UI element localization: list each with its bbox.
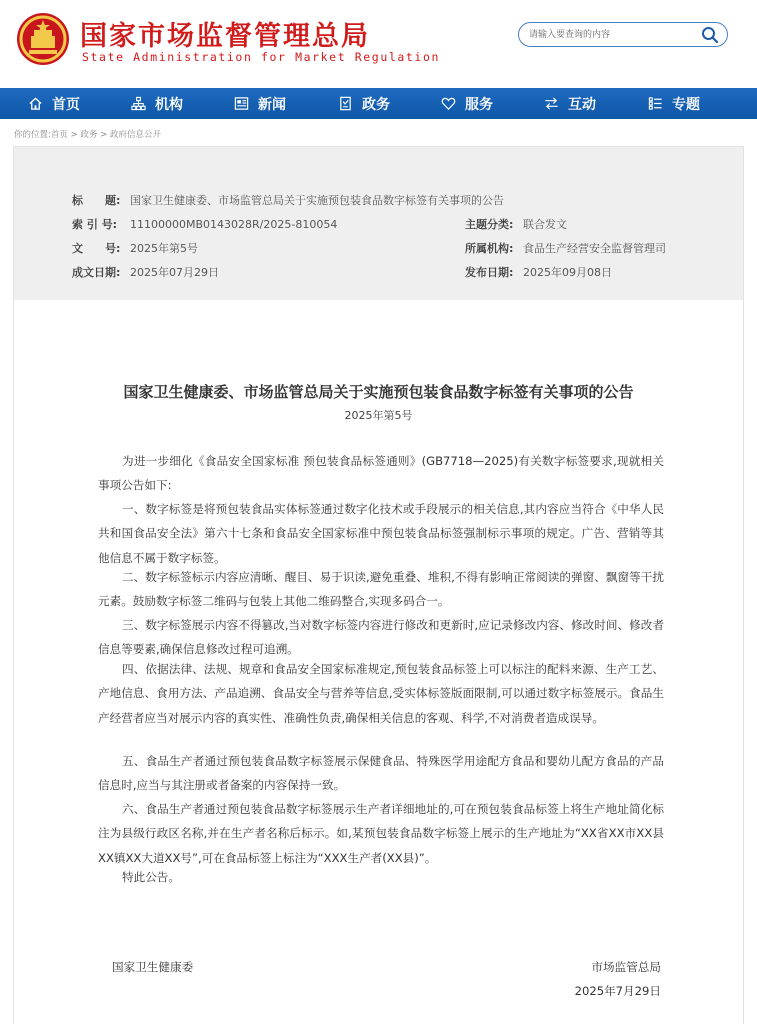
breadcrumb-separator: > xyxy=(67,130,81,140)
search-input[interactable] xyxy=(529,26,699,44)
heart-icon xyxy=(441,96,456,111)
nav-item-gov[interactable] xyxy=(338,88,390,119)
nav-item-home[interactable] xyxy=(28,88,80,119)
meta-org-value: 食品生产经营安全监督管理司 xyxy=(523,242,666,255)
article-paragraph: 二、数字标签标示内容应清晰、醒目、易于识读,避免重叠、堆积,不得有影响正常阅读的弹窗、飘窗等干扰元素。鼓励数字标签二维码与包装上其他二维码整合,实现多码合一。 xyxy=(98,570,664,609)
topic-icon xyxy=(648,96,663,111)
nav-item-interact[interactable] xyxy=(544,88,596,119)
meta-index-row xyxy=(72,216,337,232)
breadcrumb-disclosure[interactable]: 政府信息公开 xyxy=(109,130,161,140)
article-paragraph: 六、食品生产者通过预包装食品数字标签展示生产者详细地址的,可在预包装食品标签上将生产地址简化标注为县级行政区名称,并在生产者名称后标示。如,某预包装食品数字标签上展示的生产地址为“XX省XX市XX县XX镇XX大道XX号”,可在食品标签上标注为“XXX生产者(XX县)”。 xyxy=(98,802,664,865)
signer-market-regulation: 市场监管总局 xyxy=(591,960,661,974)
article-paragraph: 一、数字标签是将预包装食品实体标签通过数字化技术或手段展示的相关信息,其内容应当符合《中华人民共和国食品安全法》第六十七条和食品安全国家标准中预包装食品标签强制标示事项的规定。广告、营销等其他信息不属于数字标签。 xyxy=(98,502,664,565)
site-title[interactable]: 国家市场监督管理总局 xyxy=(80,21,370,52)
meta-title-label: 标 题: xyxy=(72,194,121,207)
article-paragraph: 四、依据法律、法规、规章和食品安全国家标准规定,预包装食品标签上可以标注的配料来源、生产工艺、产地信息、食用方法、产品追溯、食品安全与营养等信息,受实体标签版面限制,可以通过数字标签展示。食品生产经营者应当对展示内容的真实性、准确性负责,确保相关信息的客观、科学,不对消费者造成误导。 xyxy=(98,662,664,725)
nav-label: 机构 xyxy=(155,96,183,113)
meta-published-row xyxy=(465,264,612,280)
nav-item-topic[interactable] xyxy=(648,88,700,119)
nav-label: 互动 xyxy=(568,96,596,113)
home-icon xyxy=(28,96,43,111)
meta-published-label: 发布日期: xyxy=(465,266,514,279)
site-header xyxy=(0,0,757,88)
site-subtitle: State Administration for Market Regulation xyxy=(82,50,440,64)
org-icon xyxy=(131,96,146,111)
signer-health-commission: 国家卫生健康委 xyxy=(112,960,194,974)
nav-item-news[interactable] xyxy=(234,88,286,119)
meta-title-value: 国家卫生健康委、市场监管总局关于实施预包装食品数字标签有关事项的公告 xyxy=(130,194,504,207)
meta-org-label: 所属机构: xyxy=(465,242,514,255)
signature-date: 2025年7月29日 xyxy=(574,984,661,998)
content-box xyxy=(13,146,744,1024)
nav-label: 专题 xyxy=(672,96,700,113)
national-emblem-icon[interactable] xyxy=(16,12,70,66)
meta-docno-row xyxy=(72,240,198,256)
document-meta xyxy=(14,147,743,300)
breadcrumb-home[interactable]: 首页 xyxy=(50,130,68,140)
search-box xyxy=(518,22,728,47)
nav-label: 首页 xyxy=(52,96,80,113)
breadcrumb-separator: > xyxy=(97,130,110,140)
meta-index-label: 索 引 号: xyxy=(72,218,118,231)
meta-published-value: 2025年09月08日 xyxy=(523,266,612,279)
meta-index-value: 11100000MB0143028R/2025-810054 xyxy=(130,218,338,231)
meta-category-value: 联合发文 xyxy=(523,218,567,231)
nav-item-org[interactable] xyxy=(131,88,183,119)
nav-item-service[interactable] xyxy=(441,88,493,119)
nav-label: 政务 xyxy=(362,96,390,113)
meta-created-value: 2025年07月29日 xyxy=(130,266,219,279)
news-icon xyxy=(234,96,249,111)
article-paragraph: 三、数字标签展示内容不得篡改,当对数字标签内容进行修改和更新时,应记录修改内容、修改时间、修改者信息等要素,确保信息修改过程可追溯。 xyxy=(98,618,664,657)
article-paragraph: 五、食品生产者通过预包装食品数字标签展示保健食品、特殊医学用途配方食品和婴幼儿配方食品的产品信息时,应当与其注册或者备案的内容保持一致。 xyxy=(98,754,664,793)
meta-docno-label: 文 号: xyxy=(72,242,121,255)
meta-created-label: 成文日期: xyxy=(72,266,121,279)
article-title: 国家卫生健康委、市场监管总局关于实施预包装食品数字标签有关事项的公告 xyxy=(123,383,634,401)
gov-icon xyxy=(338,96,353,111)
article-closing: 特此公告。 xyxy=(122,870,180,884)
search-icon[interactable] xyxy=(701,26,719,44)
meta-org-row xyxy=(465,240,666,256)
breadcrumb-gov[interactable]: 政务 xyxy=(80,130,98,140)
nav-label: 新闻 xyxy=(258,96,286,113)
meta-category-label: 主题分类: xyxy=(465,218,514,231)
breadcrumb-prefix: 你的位置: xyxy=(14,130,51,140)
breadcrumb xyxy=(14,128,161,140)
article-doc-number: 2025年第5号 xyxy=(344,409,413,422)
meta-created-row xyxy=(72,264,219,280)
meta-category-row xyxy=(465,216,567,232)
nav-label: 服务 xyxy=(465,96,493,113)
meta-docno-value: 2025年第5号 xyxy=(130,242,198,255)
main-nav xyxy=(0,88,757,119)
exchange-icon xyxy=(544,96,559,111)
meta-title-row xyxy=(72,192,504,208)
article-paragraph: 为进一步细化《食品安全国家标准 预包装食品标签通则》(GB7718—2025)有关数字标签要求,现就相关事项公告如下: xyxy=(98,454,664,493)
